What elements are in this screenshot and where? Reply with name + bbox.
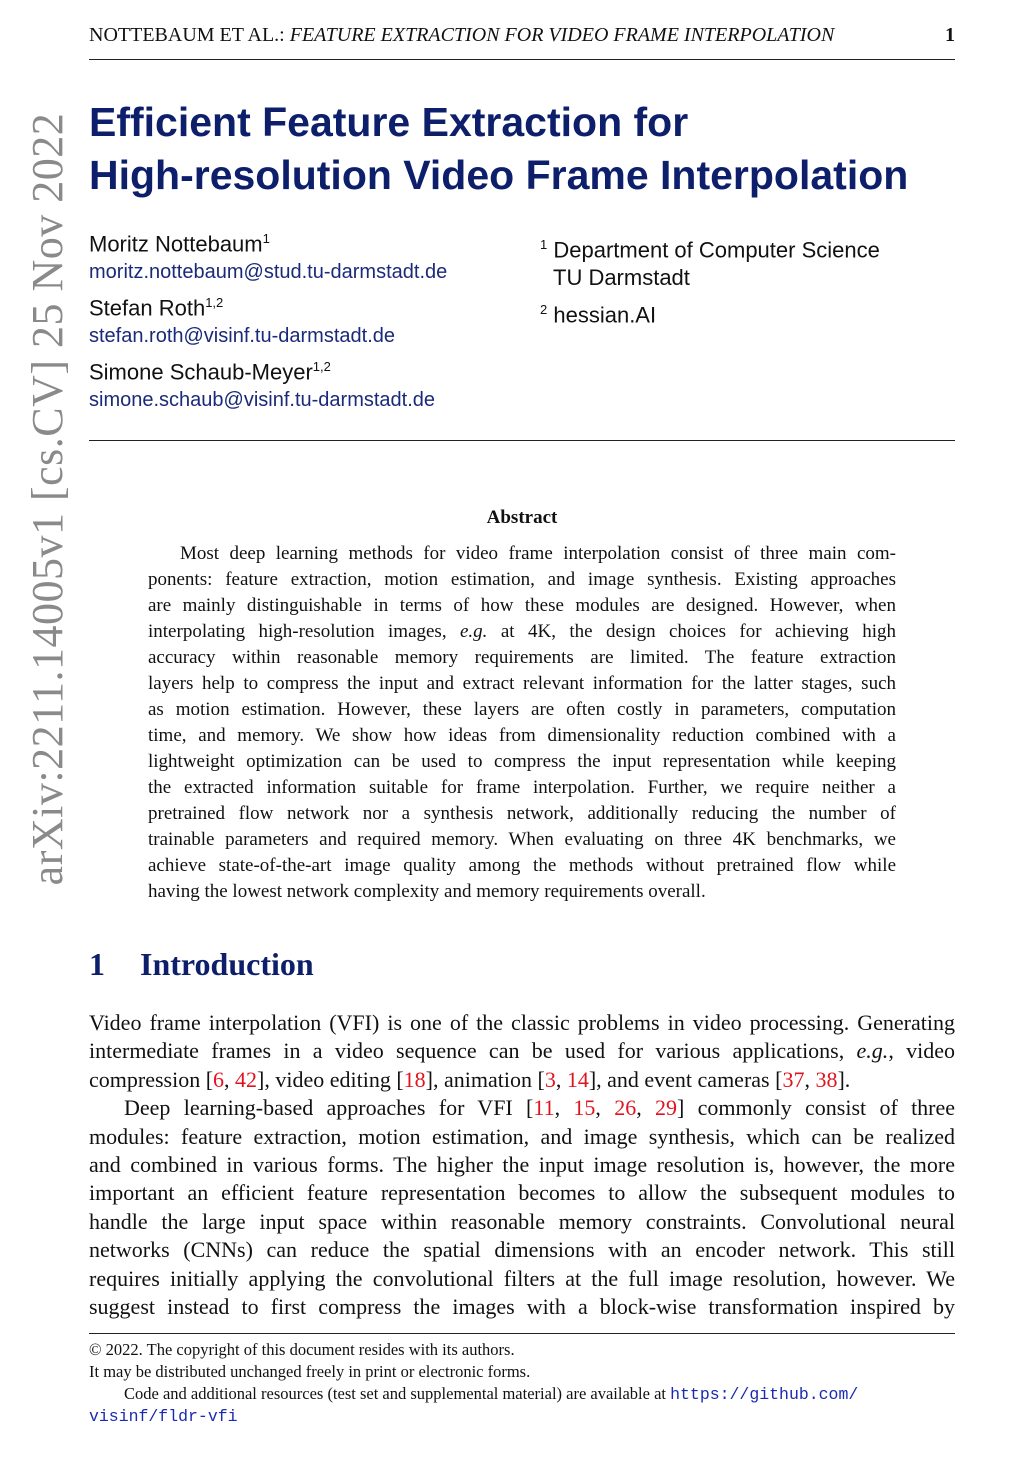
text-run: , — [224, 1066, 236, 1092]
body-line — [89, 1293, 955, 1321]
text-run: requires initially applying the convolutional filters at the full image resolution, however. We — [89, 1265, 955, 1291]
abstract-line: achieve state-of-the-art image quality among the methods without pretrained flow while — [148, 855, 896, 876]
github-link[interactable]: https://github.com/ — [670, 1385, 859, 1404]
abstract-line: lightweight optimization can be used to compress the input representation while keeping — [148, 751, 896, 772]
text-run: Deep learning-based approaches for VFI [ — [124, 1095, 534, 1121]
text-run: Video frame interpolation (VFI) is one of the classic problems in video processing. Generating — [89, 1010, 955, 1035]
author-list — [89, 231, 447, 423]
abstract-line: ponents: feature extraction, motion estimation, and image synthesis. Existing approaches — [148, 569, 896, 590]
abstract-line: accuracy within reasonable memory requirements are limited. The feature extraction — [148, 647, 896, 668]
citation-link[interactable]: 6 — [213, 1066, 225, 1092]
body-line — [89, 1208, 955, 1236]
citation-link[interactable]: 42 — [235, 1066, 258, 1092]
code-availability: Code and additional resources (test set and supplemental material) are available at https://github.com/ — [124, 1384, 859, 1404]
github-link-continued[interactable]: visinf/fldr-vfi — [89, 1407, 238, 1426]
abstract-line: the extracted information suitable for frame interpolation. Further, we require neither a — [148, 777, 896, 798]
footnote-rule — [89, 1333, 955, 1334]
author-email[interactable]: moritz.nottebaum@stud.tu-darmstadt.de — [89, 261, 448, 283]
text-run: ]. — [837, 1066, 851, 1092]
text-run: ], animation [ — [425, 1066, 545, 1092]
abstract-line: having the lowest network complexity and memory requirements overall. — [148, 881, 706, 902]
text-run: handle the large input space within reasonable memory constraints. Convolutional neural — [89, 1208, 955, 1234]
author-name: Stefan Roth$^{1,2}$ — [89, 295, 224, 321]
body-line — [89, 1151, 955, 1179]
citation-link[interactable]: 38 — [815, 1066, 838, 1092]
copyright-notice: © 2022. The copyright of this document resides with its authors. — [89, 1340, 515, 1359]
paper-title — [89, 96, 908, 202]
text-run: , video — [888, 1038, 955, 1064]
text-run: important an efficient feature representation becomes to allow the subsequent modules to — [89, 1180, 955, 1206]
affiliation-line: TU Darmstadt — [553, 265, 690, 291]
text-run: modules: feature extraction, motion estimation, and image synthesis, which can be realized — [89, 1123, 955, 1149]
text-run: ] commonly consist of three — [677, 1095, 956, 1121]
citation-link[interactable]: 14 — [566, 1066, 589, 1092]
author-name: Moritz Nottebaum$^1$ — [89, 231, 270, 257]
text-run: and combined in various forms. The higher the input image resolution is, however, the more — [89, 1152, 955, 1177]
abstract-line: are mainly distinguishable in terms of how these modules are designed. However, when — [148, 595, 896, 616]
abstract-line: layers help to compress the input and extract relevant information for the latter stages, such — [148, 673, 896, 694]
author-email[interactable]: stefan.roth@visinf.tu-darmstadt.de — [89, 325, 395, 347]
citation-link[interactable]: 37 — [782, 1066, 805, 1092]
abstract-line: interpolating high-resolution images, e.g. at 4K, the design choices for achieving high — [148, 621, 896, 642]
text-run: , — [554, 1095, 574, 1121]
text-run: , — [804, 1066, 816, 1092]
text-run: ], video editing [ — [257, 1066, 404, 1092]
affiliations — [540, 231, 880, 330]
author-name: Simone Schaub-Meyer$^{1,2}$ — [89, 359, 331, 385]
section-heading-introduction: 1 Introduction — [89, 946, 314, 982]
title-line: Efficient Feature Extraction for — [89, 99, 689, 145]
citation-link[interactable]: 29 — [655, 1095, 678, 1121]
text-run: e.g. — [856, 1038, 889, 1064]
abstract-line: as motion estimation. However, these layers are often costly in parameters, computation — [148, 699, 896, 720]
abstract-line: Most deep learning methods for video frame interpolation consist of three main com- — [180, 543, 896, 564]
body-line — [89, 1179, 955, 1207]
body-line — [89, 1066, 955, 1094]
footnote — [89, 1339, 858, 1428]
body-line — [89, 1236, 955, 1264]
citation-link[interactable]: 18 — [403, 1066, 426, 1092]
body-line — [124, 1094, 955, 1122]
text-run: intermediate frames in a video sequence can be used for various applications, — [89, 1038, 857, 1064]
text-run: , — [595, 1095, 615, 1121]
title-line: High-resolution Video Frame Interpolation — [89, 152, 909, 198]
body-line — [89, 1009, 955, 1037]
header-rule — [89, 59, 955, 60]
title-block-rule — [89, 440, 955, 441]
abstract-line: pretrained flow network nor a synthesis network, additionally reducing the number of — [148, 803, 896, 824]
abstract-heading: Abstract — [486, 507, 558, 528]
citation-link[interactable]: 3 — [544, 1066, 556, 1092]
body-line — [89, 1265, 955, 1293]
page-number: 1 — [945, 24, 955, 46]
abstract-line: time, and memory. We show how ideas from dimensionality reduction combined with a — [148, 725, 896, 746]
author-email[interactable]: simone.schaub@visinf.tu-darmstadt.de — [89, 389, 436, 411]
running-header-title: FEATURE EXTRACTION FOR VIDEO FRAME INTERPOLATION — [289, 24, 835, 46]
body-line — [89, 1037, 955, 1065]
citation-link[interactable]: 15 — [573, 1095, 596, 1121]
text-run: suggest instead to first compress the images with a block-wise transformation inspired by — [89, 1294, 955, 1319]
citation-link[interactable]: 26 — [614, 1095, 637, 1121]
arxiv-stamp: arXiv:2211.14005v1 [cs.CV] 25 Nov 2022 — [23, 112, 72, 886]
affiliation: $^2$ hessian.AI — [540, 302, 657, 328]
text-run: , — [555, 1066, 567, 1092]
abstract-line: trainable parameters and required memory. When evaluating on three 4K benchmarks, we — [148, 829, 896, 850]
text-run: networks (CNNs) can reduce the spatial dimensions with an encoder network. This still — [89, 1237, 955, 1263]
body-line — [89, 1123, 955, 1151]
text-run: , — [636, 1095, 656, 1121]
text-run: ], and event cameras [ — [588, 1066, 783, 1092]
distribution-notice: It may be distributed unchanged freely in print or electronic forms. — [89, 1362, 531, 1381]
running-header — [89, 24, 955, 47]
citation-link[interactable]: 11 — [533, 1095, 555, 1121]
running-header-authors: NOTTEBAUM ET AL.: — [89, 24, 290, 46]
affiliation: $^1$ Department of Computer Science — [540, 237, 880, 263]
text-run: compression [ — [89, 1066, 214, 1092]
